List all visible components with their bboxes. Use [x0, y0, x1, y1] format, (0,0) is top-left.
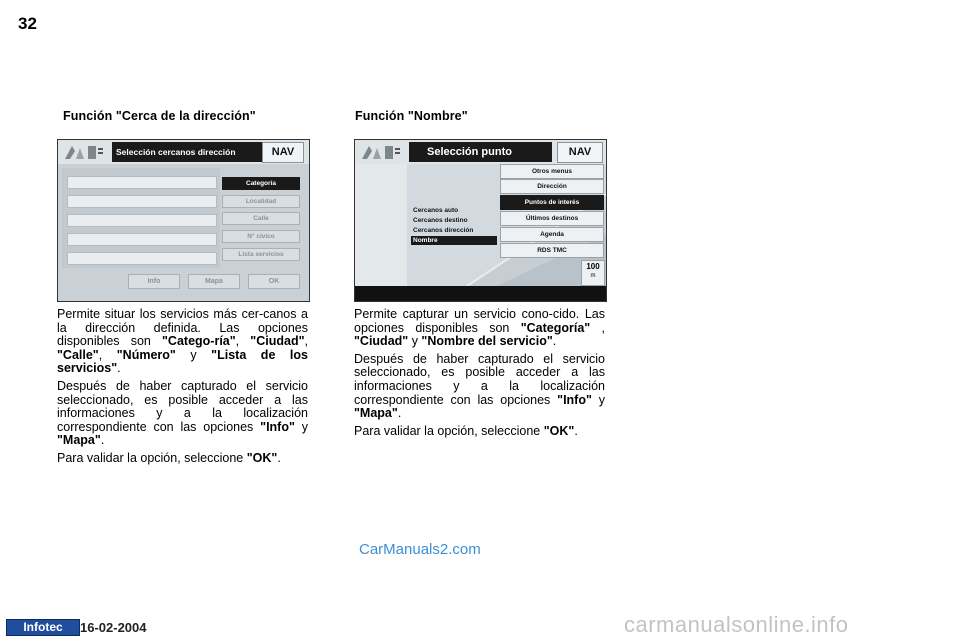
section-title-nombre: Función "Nombre" [355, 109, 468, 123]
list-item-cercanos-destino[interactable]: Cercanos destino [413, 217, 468, 224]
list-item-cercanos-direccion[interactable]: Cercanos dirección [413, 227, 474, 234]
screen-bottom-bar [355, 286, 606, 301]
paragraph: Para validar la opción, seleccione "OK". [354, 423, 578, 438]
screen-title: Selección punto [409, 142, 552, 162]
paragraph: Permite capturar un servicio cono-cido. Las opciones disponibles son "Categoría" , "Ciudad" y "Nombre del servicio". [354, 307, 605, 349]
input-field[interactable] [67, 233, 217, 246]
paragraph: Después de haber capturado el servicio seleccionado, es posible acceder a las informaciones y a la localización correspondiente con las opciones "Info" y "Mapa". [57, 378, 308, 448]
option-localidad[interactable]: Localidad [222, 195, 300, 208]
section-body-nombre [354, 308, 605, 442]
input-field[interactable] [67, 176, 217, 189]
nav-tag: NAV [262, 142, 304, 163]
menu-otros-menus[interactable]: Otros menus [500, 164, 604, 179]
option-calle[interactable]: Calle [222, 212, 300, 225]
page-number: 32 [18, 14, 37, 33]
map-scale-unit: m [590, 273, 596, 279]
site-watermark: carmanualsonline.info [624, 612, 849, 637]
map-scale [581, 260, 605, 286]
option-numero-civico[interactable]: N° cívico [222, 230, 300, 243]
section-title-cerca-direccion: Función "Cerca de la dirección" [63, 109, 256, 123]
navigation-icons [359, 143, 404, 162]
ok-button[interactable]: OK [248, 274, 300, 289]
screen-topbar [355, 140, 606, 164]
screen-seleccion-cercanos [57, 139, 310, 302]
infotec-logo: Infotec [6, 619, 80, 636]
nav-tag: NAV [557, 142, 603, 163]
input-field[interactable] [67, 195, 217, 208]
info-button[interactable]: Info [128, 274, 180, 289]
map-scale-value: 100 [586, 262, 600, 271]
paragraph: Permite situar los servicios más cer-canos a la dirección definida. Las opciones disponibles son "Catego-ría", "Ciudad", "Calle", "Número" y "Lista de los servicios". [57, 307, 308, 376]
input-field[interactable] [67, 252, 217, 265]
mapa-button[interactable]: Mapa [188, 274, 240, 289]
carmanuals-link[interactable]: CarManuals2.com [359, 541, 481, 558]
menu-direccion[interactable]: Dirección [500, 179, 604, 194]
option-lista-servicios[interactable]: Lista servicios [222, 248, 300, 261]
section-body-cerca-direccion [57, 308, 308, 470]
screen-title: Selección cercanos dirección [112, 142, 262, 162]
menu-ultimos-destinos[interactable]: Últimos destinos [500, 211, 604, 226]
input-field[interactable] [67, 214, 217, 227]
screen-seleccion-punto [354, 139, 607, 302]
paragraph: Para validar la opción, seleccione "OK". [57, 450, 281, 465]
navigation-icons [62, 143, 107, 162]
list-item-nombre[interactable]: Nombre [411, 236, 497, 245]
screen-side-panel [355, 164, 407, 286]
list-item-cercanos-auto[interactable]: Cercanos auto [413, 207, 459, 214]
paragraph: Después de haber capturado el servicio seleccionado, es posible acceder a las informaciones y a la localización correspondiente con las opciones "Info" y "Mapa". [354, 351, 605, 421]
footer-date: 16-02-2004 [80, 620, 147, 635]
menu-agenda[interactable]: Agenda [500, 227, 604, 242]
menu-rds-tmc[interactable]: RDS TMC [500, 243, 604, 258]
menu-puntos-de-interes[interactable]: Puntos de interés [500, 195, 604, 210]
option-categoria[interactable]: Categoría [222, 177, 300, 190]
screen-topbar [58, 140, 309, 164]
